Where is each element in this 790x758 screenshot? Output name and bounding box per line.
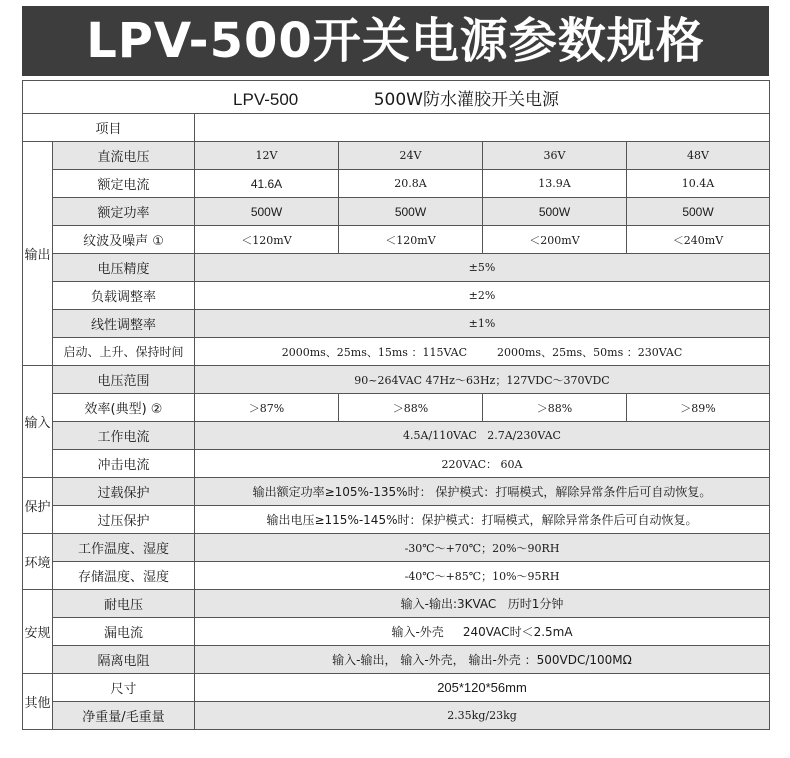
table-row xyxy=(23,366,770,394)
cell-value: 13.9A xyxy=(483,170,627,198)
cell-value: 36V xyxy=(483,142,627,170)
cell-value: -40℃～+85℃；10%～95RH xyxy=(195,562,770,590)
row-label: 额定功率 xyxy=(53,198,195,226)
row-label: 电压精度 xyxy=(53,254,195,282)
row-label: 漏电流 xyxy=(53,618,195,646)
startup-value-a: 2000ms、25ms、15ms ：115VAC xyxy=(281,345,467,359)
table-row xyxy=(23,618,770,646)
row-label: 负载调整率 xyxy=(53,282,195,310)
cell-value xyxy=(195,338,770,366)
cell-value: 24V xyxy=(339,142,483,170)
table-row xyxy=(23,506,770,534)
row-label: 直流电压 xyxy=(53,142,195,170)
cell-value: ±5% xyxy=(195,254,770,282)
row-label: 额定电流 xyxy=(53,170,195,198)
group-input: 输入 xyxy=(23,366,53,478)
spec-table xyxy=(22,80,770,730)
cell-value: 输入-输出:3KVAC 历时1分钟 xyxy=(195,590,770,618)
table-row xyxy=(23,674,770,702)
table-row xyxy=(23,198,770,226)
spec-sheet xyxy=(22,80,769,745)
cell-value: ＜200mV xyxy=(483,226,627,254)
cell-value: -30℃～+70℃；20%～90RH xyxy=(195,534,770,562)
table-row xyxy=(23,422,770,450)
row-label: 工作温度、湿度 xyxy=(53,534,195,562)
cell-value: 41.6A xyxy=(195,170,339,198)
table-row xyxy=(23,310,770,338)
cell-value: 500W xyxy=(627,198,770,226)
row-label: 效率(典型) ② xyxy=(53,394,195,422)
cell-value: 20.8A xyxy=(339,170,483,198)
row-label: 冲击电流 xyxy=(53,450,195,478)
cell-value: 500W xyxy=(195,198,339,226)
cell-value: ＞89% xyxy=(627,394,770,422)
row-label: 隔离电阻 xyxy=(53,646,195,674)
cell-value: ±1% xyxy=(195,310,770,338)
table-row xyxy=(23,450,770,478)
group-other: 其他 xyxy=(23,674,53,730)
row-label: 纹波及噪声 ① xyxy=(53,226,195,254)
cell-value: 输入-输出， 输入-外壳， 输出-外壳 ：500VDC/100MΩ xyxy=(195,646,770,674)
row-label: 净重量/毛重量 xyxy=(53,702,195,730)
table-row xyxy=(23,142,770,170)
cell-value: ＜240mV xyxy=(627,226,770,254)
cell-value: 输出电压≥115%-145%时：保护模式：打嗝模式，解除异常条件后可自动恢复。 xyxy=(195,506,770,534)
cell-value: 48V xyxy=(627,142,770,170)
table-row xyxy=(23,702,770,730)
page-title: LPV-500开关电源参数规格 xyxy=(22,6,769,76)
header-label: 项目 xyxy=(23,114,195,142)
row-label: 启动、上升、保持时间 xyxy=(53,338,195,366)
cell-value: ＜120mV xyxy=(195,226,339,254)
table-row xyxy=(23,170,770,198)
row-label: 耐电压 xyxy=(53,590,195,618)
cell-value: 10.4A xyxy=(627,170,770,198)
table-row xyxy=(23,534,770,562)
group-environment: 环境 xyxy=(23,534,53,590)
cell-value: 500W xyxy=(339,198,483,226)
model-description: 500W防水灌胶开关电源 xyxy=(373,89,559,110)
table-row xyxy=(23,590,770,618)
row-label: 工作电流 xyxy=(53,422,195,450)
group-safety: 安规 xyxy=(23,590,53,674)
row-label: 尺寸 xyxy=(53,674,195,702)
row-label: 过压保护 xyxy=(53,506,195,534)
header-empty xyxy=(195,114,770,142)
cell-value: ＞88% xyxy=(339,394,483,422)
table-row xyxy=(23,282,770,310)
cell-value: 500W xyxy=(483,198,627,226)
table-row xyxy=(23,646,770,674)
row-label: 存储温度、湿度 xyxy=(53,562,195,590)
model-row xyxy=(23,81,770,114)
row-label: 过载保护 xyxy=(53,478,195,506)
model-cell xyxy=(23,81,770,114)
cell-value: 输入-外壳 240VAC时＜2.5mA xyxy=(195,618,770,646)
table-row xyxy=(23,338,770,366)
cell-value: 12V xyxy=(195,142,339,170)
model-name: LPV-500 xyxy=(233,89,299,109)
table-row xyxy=(23,254,770,282)
cell-value: 输出额定功率≥105%-135%时： 保护模式：打嗝模式，解除异常条件后可自动恢复。 xyxy=(195,478,770,506)
cell-value: 90~264VAC 47Hz～63Hz；127VDC～370VDC xyxy=(195,366,770,394)
table-row xyxy=(23,226,770,254)
startup-value-b: 2000ms、25ms、50ms ：230VAC xyxy=(497,345,683,359)
header-row xyxy=(23,114,770,142)
cell-value: 4.5A/110VAC 2.7A/230VAC xyxy=(195,422,770,450)
cell-value: 220VAC： 60A xyxy=(195,450,770,478)
table-row xyxy=(23,394,770,422)
group-protection: 保护 xyxy=(23,478,53,534)
table-row xyxy=(23,562,770,590)
row-label: 电压范围 xyxy=(53,366,195,394)
cell-value: 205*120*56mm xyxy=(195,674,770,702)
table-row xyxy=(23,478,770,506)
group-output: 输出 xyxy=(23,142,53,366)
cell-value: ＞88% xyxy=(483,394,627,422)
cell-value: ±2% xyxy=(195,282,770,310)
cell-value: ＜120mV xyxy=(339,226,483,254)
cell-value: ＞87% xyxy=(195,394,339,422)
cell-value: 2.35kg/23kg xyxy=(195,702,770,730)
row-label: 线性调整率 xyxy=(53,310,195,338)
